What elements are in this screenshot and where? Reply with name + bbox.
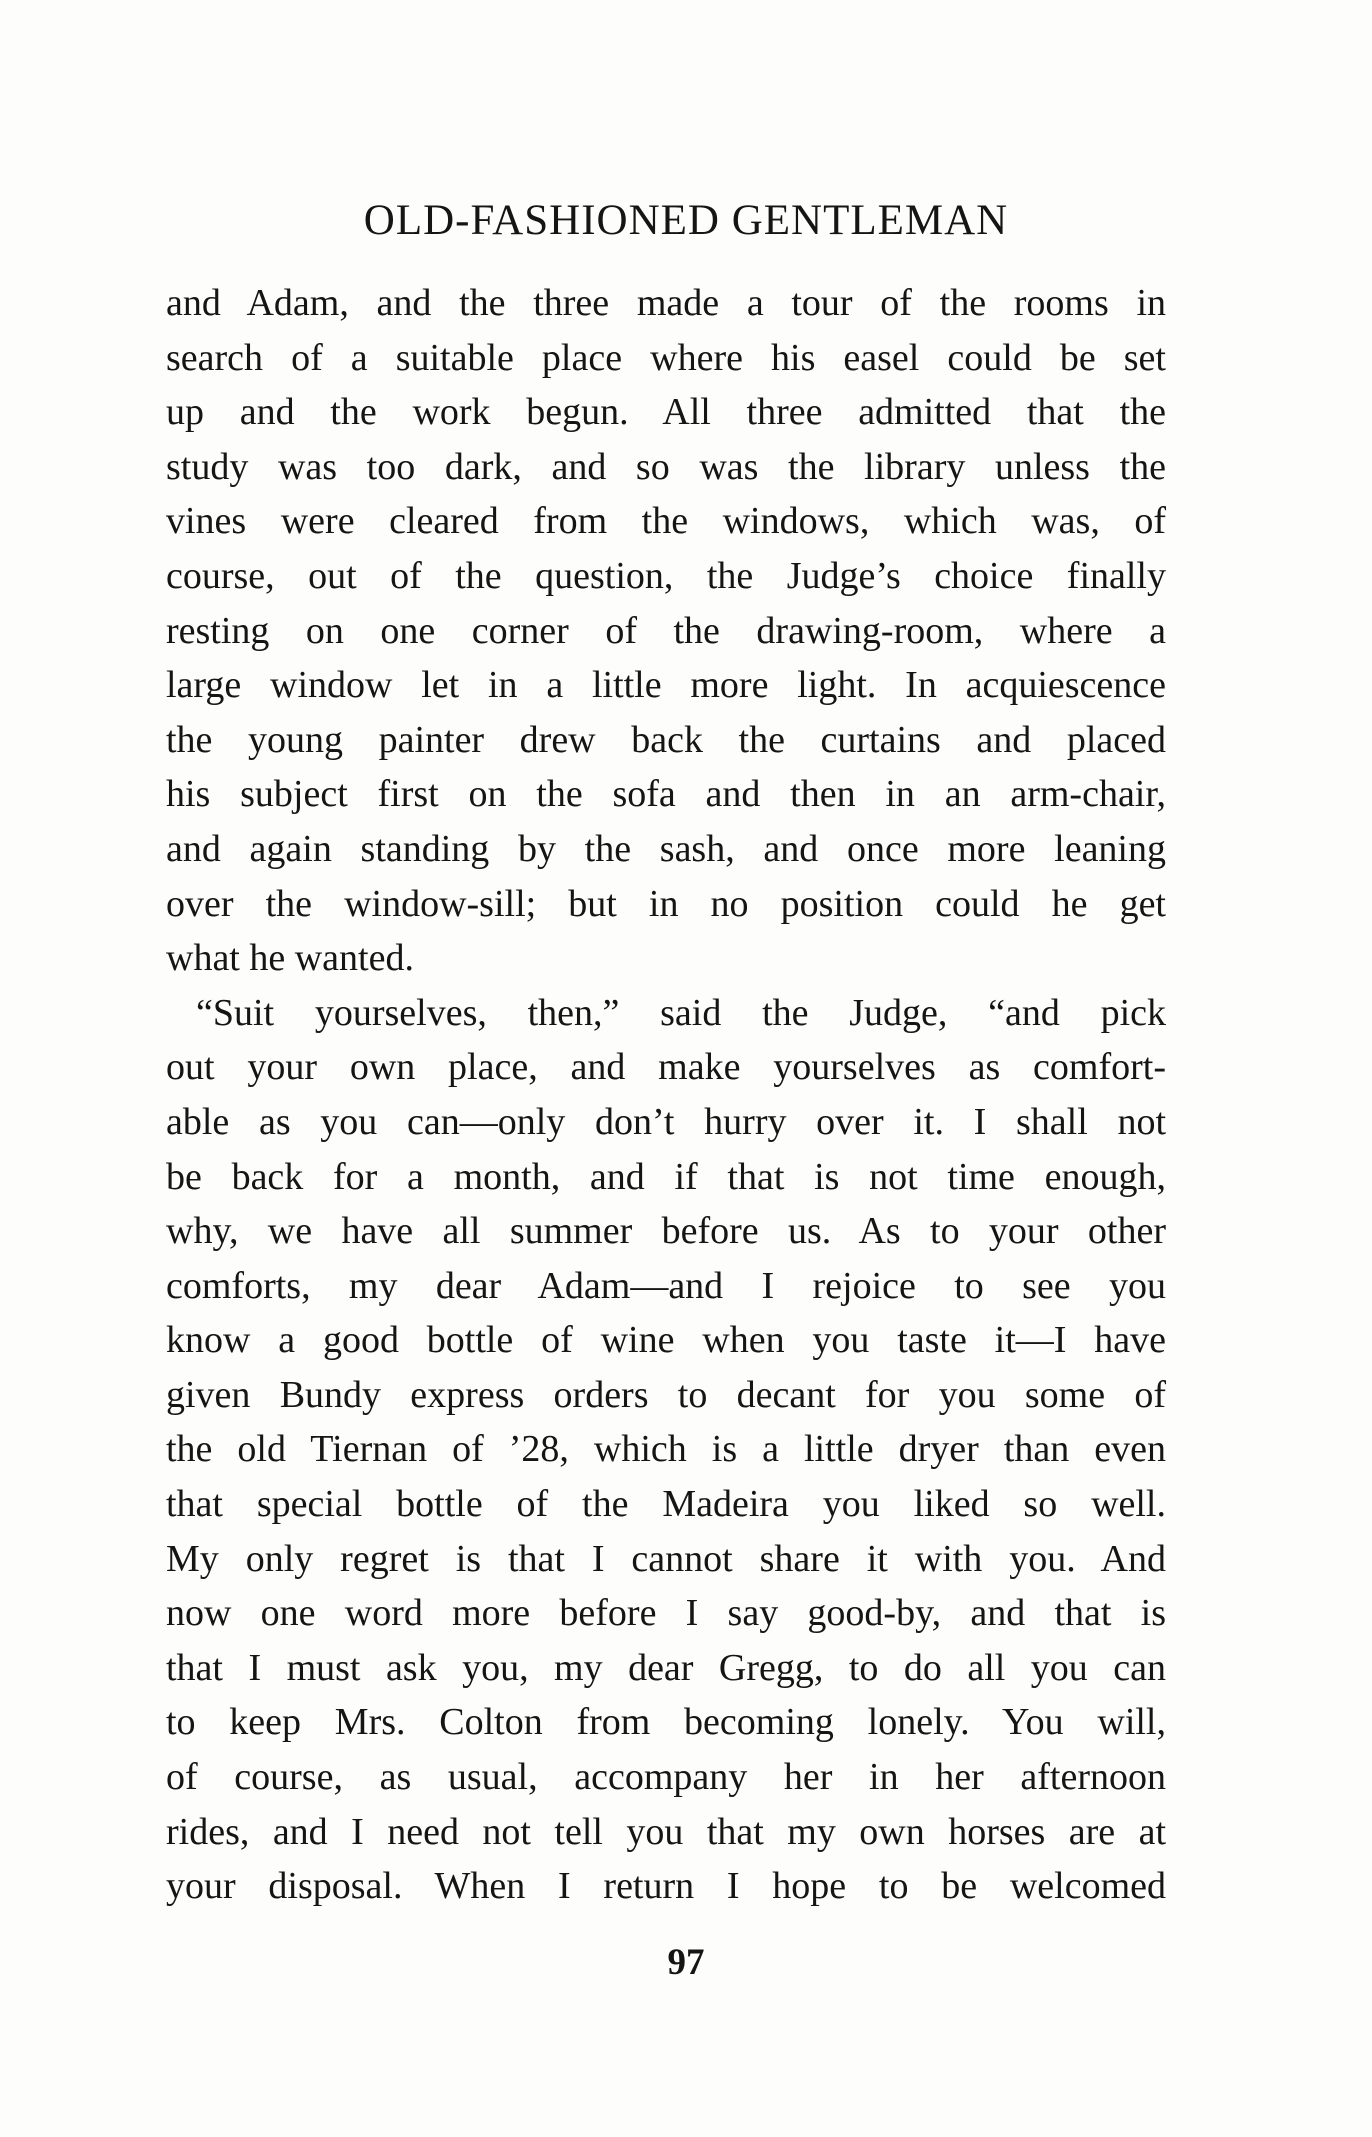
text-line: the young painter drew back the curtains and placed <box>166 718 1166 761</box>
text-line: that special bottle of the Madeira you liked so well. <box>166 1483 1166 1526</box>
text-line: able as you can—only don’t hurry over it. I shall not <box>166 1100 1166 1143</box>
running-head: OLD-FASHIONED GENTLEMAN <box>363 197 1009 244</box>
page-number: 97 <box>667 1942 705 1983</box>
text-line: now one word more before I say good-by, and that is <box>166 1592 1166 1635</box>
text-line: why, we have all summer before us. As to your other <box>166 1210 1166 1253</box>
text-line: what he wanted. <box>166 937 414 980</box>
text-line: be back for a month, and if that is not time enough, <box>166 1155 1166 1198</box>
text-line: vines were cleared from the windows, which was, of <box>166 500 1166 543</box>
text-line: that I must ask you, my dear Gregg, to do all you can <box>166 1646 1166 1689</box>
text-line: over the window-sill; but in no position could he get <box>166 882 1166 925</box>
text-line: your disposal. When I return I hope to be welcomed <box>166 1865 1166 1908</box>
text-line: rides, and I need not tell you that my own horses are at <box>166 1810 1166 1853</box>
text-line: to keep Mrs. Colton from becoming lonely. You will, <box>166 1701 1166 1744</box>
text-line: of course, as usual, accompany her in her afternoon <box>166 1756 1166 1799</box>
text-line: his subject first on the sofa and then in an arm-chair, <box>166 773 1166 816</box>
text-line: the old Tiernan of ’28, which is a little dryer than even <box>166 1428 1166 1471</box>
text-line: know a good bottle of wine when you taste it—I have <box>166 1319 1166 1362</box>
text-line: search of a suitable place where his easel could be set <box>166 336 1166 379</box>
text-line: given Bundy express orders to decant for you some of <box>166 1373 1166 1416</box>
text-line: and again standing by the sash, and once more leaning <box>166 827 1166 870</box>
text-line: out your own place, and make yourselves as comfort- <box>166 1046 1166 1089</box>
text-line: “Suit yourselves, then,” said the Judge, “and pick <box>196 991 1166 1034</box>
text-line: resting on one corner of the drawing-room, where a <box>166 609 1166 652</box>
text-line: large window let in a little more light. In acquiescence <box>166 664 1166 707</box>
text-line: My only regret is that I cannot share it with you. And <box>166 1537 1166 1580</box>
text-line: comforts, my dear Adam—and I rejoice to see you <box>166 1264 1166 1307</box>
text-line: up and the work begun. All three admitted that the <box>166 391 1166 434</box>
text-line: course, out of the question, the Judge’s choice finally <box>166 554 1166 597</box>
body-text <box>166 276 1166 1914</box>
text-line: study was too dark, and so was the library unless the <box>166 445 1166 488</box>
text-line: and Adam, and the three made a tour of the rooms in <box>166 282 1166 324</box>
